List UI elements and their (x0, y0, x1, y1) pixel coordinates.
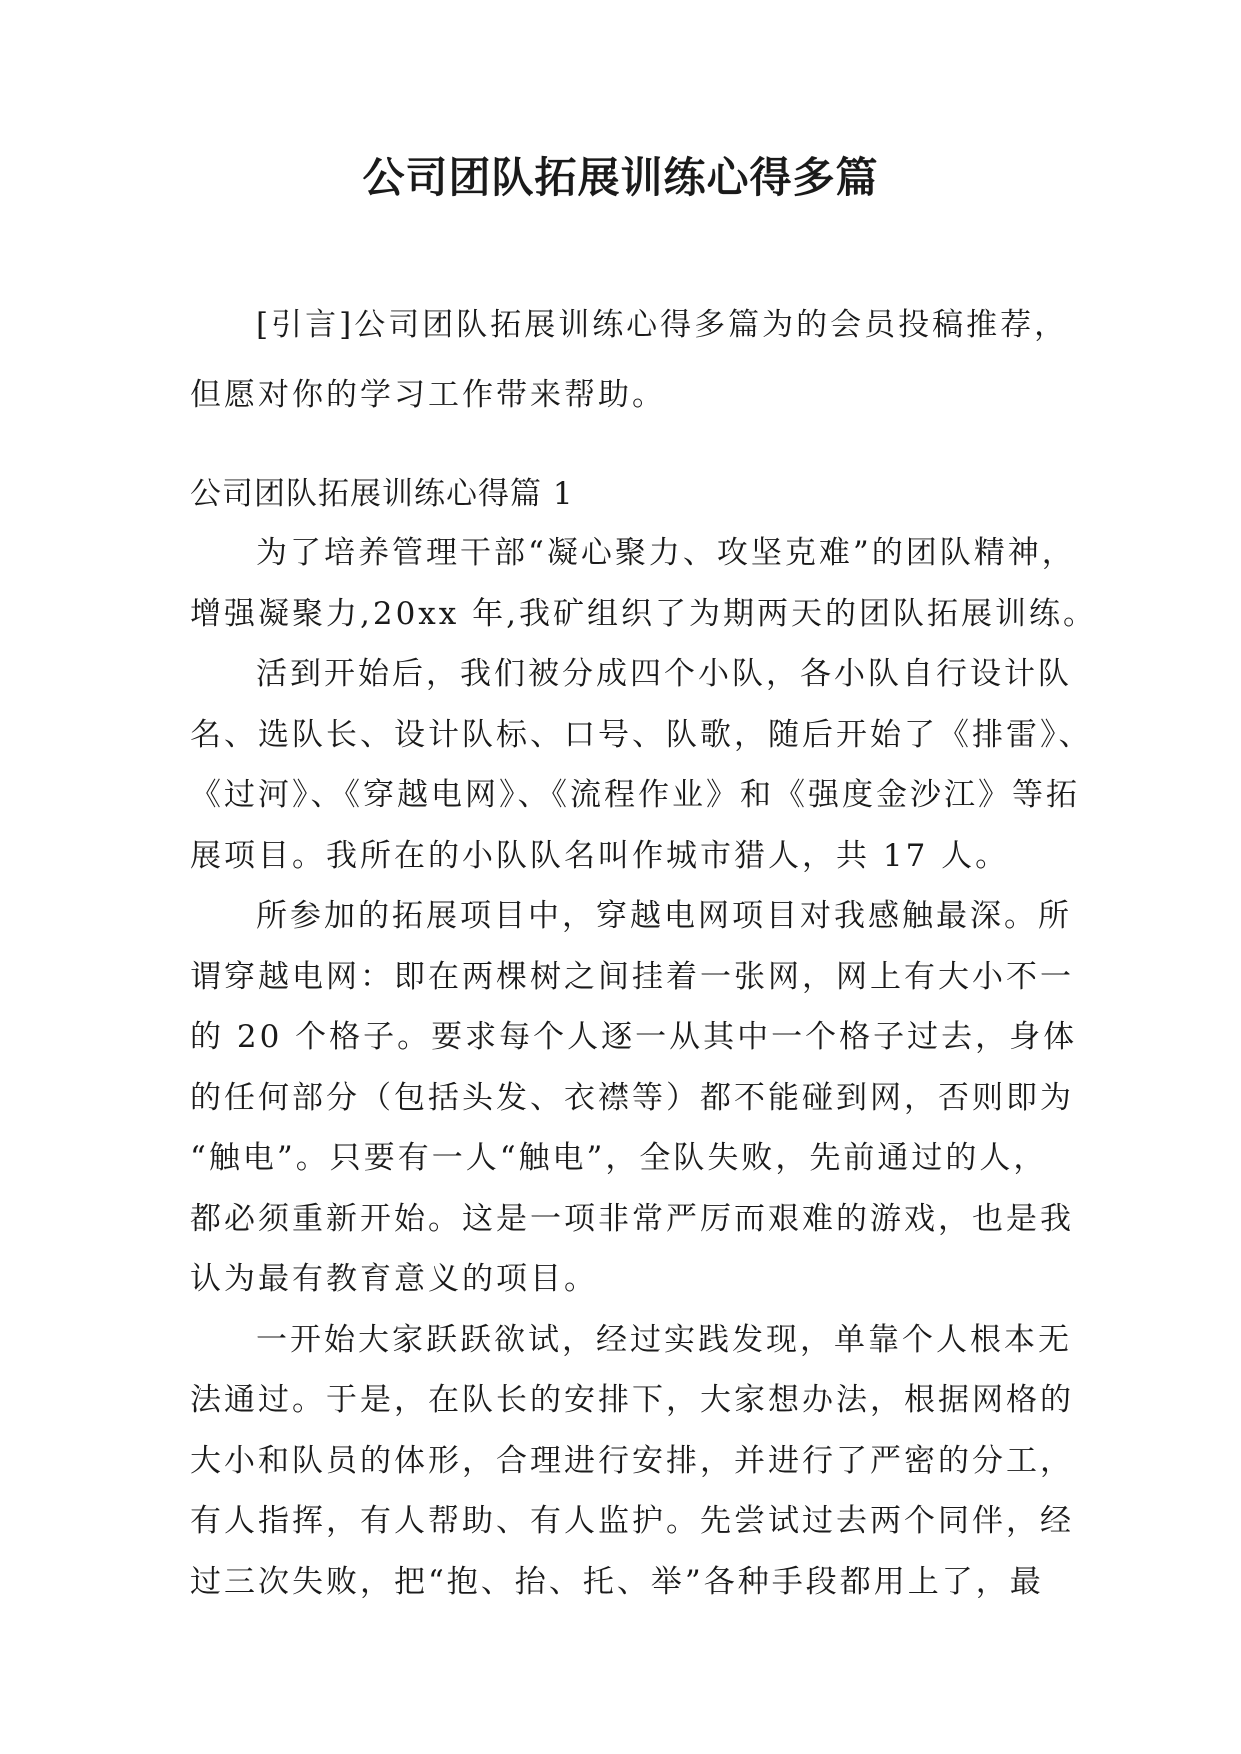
paragraph-line: “触电”。只要有一人“触电”，全队失败，先前通过的人， (190, 1140, 1048, 1176)
paragraph-line: 谓穿越电网：即在两棵树之间挂着一张网，网上有大小不一 (190, 958, 1074, 995)
intro-paragraph (190, 290, 1090, 430)
paragraph-line: 有人指挥，有人帮助、有人监护。先尝试过去两个同伴，经 (190, 1503, 1074, 1539)
paragraph-line: 大小和队员的体形，合理进行安排，并进行了严密的分工， (190, 1442, 1074, 1479)
paragraph-line: 的任何部分（包括头发、衣襟等）都不能碰到网，否则即为 (190, 1079, 1074, 1116)
paragraph-line: 活到开始后，我们被分成四个小队，各小队自行设计队 (256, 656, 1072, 692)
intro-line: 但愿对你的学习工作带来帮助。 (190, 377, 666, 413)
section-body (190, 523, 1097, 1612)
paragraph-line: 名、选队长、设计队标、口号、队歌，随后开始了《排雷》、 (190, 716, 1093, 753)
paragraph-line: 法通过。于是，在队长的安排下，大家想办法，根据网格的 (190, 1382, 1074, 1418)
paragraph-line: 一开始大家跃跃欲试，经过实践发现，单靠个人根本无 (256, 1321, 1072, 1358)
section-heading: 公司团队拓展训练心得篇 1 (190, 476, 574, 512)
page-title: 公司团队拓展训练心得多篇 (362, 153, 879, 202)
paragraph-line: 过三次失败，把“抱、抬、托、举”各种手段都用上了，最 (190, 1563, 1044, 1600)
paragraph-line: 的 20 个格子。要求每个人逐一从其中一个格子过去，身体 (190, 1019, 1078, 1055)
paragraph-line: 《过河》、《穿越电网》、《流程作业》和《强度金沙江》等拓 (190, 777, 1080, 813)
intro-line: [引言]公司团队拓展训练心得多篇为的会员投稿推荐， (256, 307, 1069, 343)
paragraph-line: 认为最有教育意义的项目。 (190, 1261, 598, 1297)
paragraph-line: 都必须重新开始。这是一项非常严厉而艰难的游戏，也是我 (190, 1200, 1074, 1237)
paragraph-line: 所参加的拓展项目中，穿越电网项目对我感触最深。所 (256, 898, 1072, 934)
paragraph-line: 为了培养管理干部“凝心聚力、攻坚克难”的团队精神， (256, 535, 1076, 571)
paragraph-line: 展项目。我所在的小队队名叫作城市猎人，共 17 人。 (190, 837, 1010, 874)
paragraph-line: 增强凝聚力,20xx 年,我矿组织了为期两天的团队拓展训练。 (190, 595, 1097, 632)
